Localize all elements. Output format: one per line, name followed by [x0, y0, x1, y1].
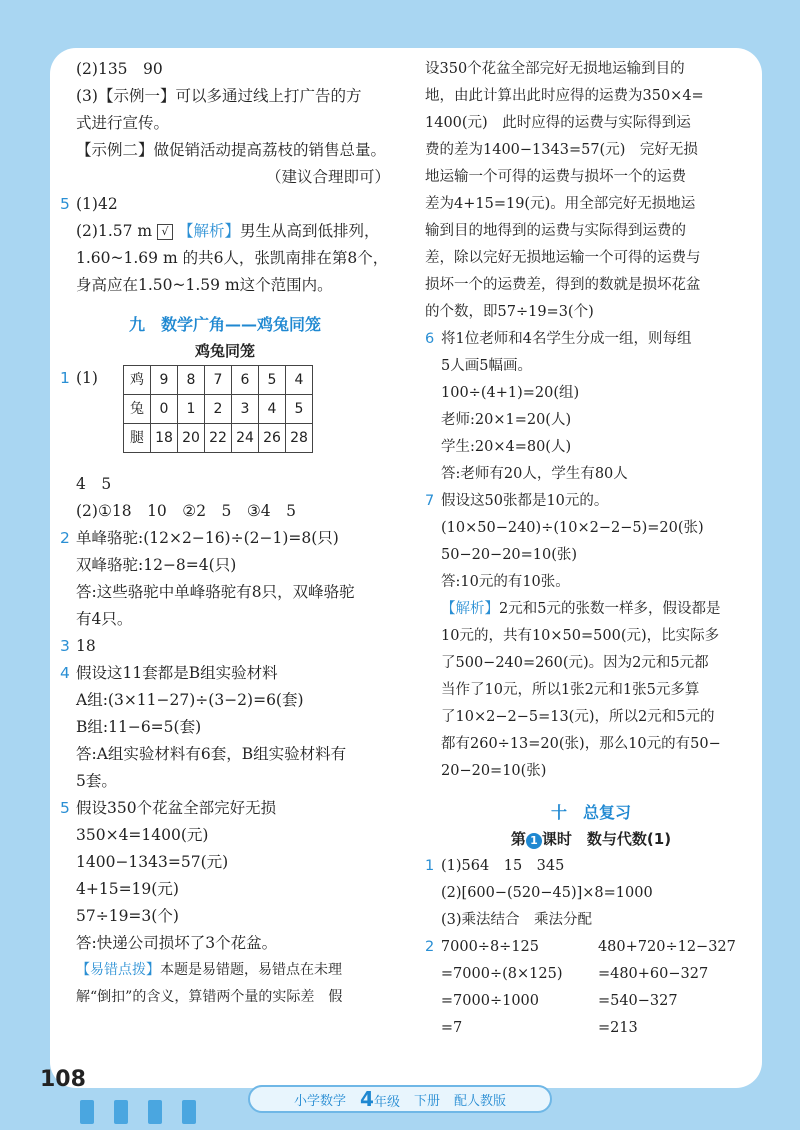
answer-line: 10元的，共有10×50=500(元)，比实际多	[441, 628, 720, 644]
answer-line: (2)135 90	[76, 60, 163, 78]
question-number: 6	[425, 331, 435, 347]
answer-line: 57÷19=3(个)	[76, 907, 179, 925]
calc-step: 480+720÷12−327	[597, 939, 736, 955]
table-cell: 28	[286, 424, 313, 453]
note-line: （建议合理即可）	[265, 168, 390, 186]
answer-line	[60, 83, 390, 110]
chapter-title: 九 数学广角——鸡兔同笼	[128, 315, 321, 334]
question-1	[60, 365, 390, 461]
table-cell: 4	[286, 366, 313, 395]
answer-text: 假设这11套都是B组实验材料	[76, 664, 278, 682]
answer-line: (2)①18 10 ②2 5 ③4 5	[76, 502, 297, 520]
analysis-tag: 【解析】	[177, 222, 240, 240]
answer-line: 差为4+15=19(元)。用全部完好无损地运	[425, 196, 696, 212]
answer-line: 解“倒扣”的含义，算错两个量的实际差 假	[76, 989, 343, 1005]
lesson-prefix: 第	[510, 830, 526, 848]
table-cell: 6	[232, 366, 259, 395]
grade-number: 4	[360, 1087, 374, 1111]
error-tip-tag: 【易错点拨】	[76, 962, 160, 978]
table-cell: 0	[151, 395, 178, 424]
answer-line: 100÷(4+1)=20(组)	[441, 385, 580, 401]
question-number: 1	[425, 858, 435, 874]
table-cell: 24	[232, 424, 259, 453]
table-row	[124, 366, 313, 395]
question-number: 5	[60, 799, 70, 817]
question-5b	[60, 795, 390, 822]
answer-line: 双峰骆驼:12−8=4(只)	[76, 556, 237, 574]
check-box: √	[157, 224, 173, 240]
answer-text: 本题是易错题，易错点在未理	[160, 962, 342, 978]
lesson-title	[425, 826, 757, 853]
table-cell: 7	[205, 366, 232, 395]
answer-line: (3)乘法结合 乘法分配	[441, 912, 593, 928]
answer-line: 答:老师有20人，学生有80人	[441, 466, 628, 482]
table-cell: 5	[286, 395, 313, 424]
answer-line: 都有260÷13=20(张)，那么10元的有50−	[441, 736, 721, 752]
chapter-title: 十 总复习	[550, 803, 631, 822]
answer-line: 答:这些骆驼中单峰骆驼有8只，双峰骆驼	[76, 583, 355, 601]
answer-text: 可以多通过线上打广告的方	[175, 87, 362, 105]
question-2	[60, 525, 390, 552]
answer-line: A组:(3×11−27)÷(3−2)=6(套)	[76, 691, 304, 709]
calc-step: =480+60−327	[597, 966, 709, 982]
table-cell: 20	[178, 424, 205, 453]
answer-line: 地，由此计算出此时应得的运费为350×4=	[425, 88, 704, 104]
answer-line: B组:11−6=5(套)	[76, 718, 202, 736]
table-cell: 9	[151, 366, 178, 395]
answer-text: 单峰骆驼:(12×2−16)÷(2−1)=8(只)	[76, 529, 339, 547]
calc-step: =7	[440, 1020, 463, 1036]
decor-stripes	[80, 1100, 216, 1128]
table-row	[124, 424, 313, 453]
answer-line: 50−20−20=10(张)	[441, 547, 578, 563]
calc-step: =7000÷1000	[440, 993, 540, 1009]
answer-text: 假设350个花盆全部完好无损	[76, 799, 277, 817]
footer-grade	[360, 1087, 400, 1111]
answer-line: 答:10元的有10张。	[441, 574, 570, 590]
calc-row	[425, 961, 757, 988]
footer-volume: 下册	[413, 1093, 440, 1109]
answer-line: 了10×2−2−5=13(元)，所以2元和5元的	[441, 709, 715, 725]
answer-line: 地运输一个可得的运费与损坏一个的运费	[425, 169, 686, 185]
sub-label: (1)	[76, 369, 98, 387]
answer-text: (1)42	[76, 195, 118, 213]
answer-line: 老师:20×1=20(人)	[441, 412, 572, 428]
answer-text: (2)1.57 m	[76, 222, 153, 240]
answer-line: 身高应在1.50~1.59 m这个范围内。	[76, 276, 333, 294]
answer-line	[60, 218, 390, 245]
question-3	[60, 633, 390, 660]
question-number: 5	[60, 195, 70, 213]
row-header-cell: 鸡	[124, 366, 151, 395]
footer-banner	[248, 1085, 552, 1113]
answer-line: 1.60~1.69 m 的共6人，张凯南排在第8个，	[76, 249, 389, 267]
table-cell: 1	[178, 395, 205, 424]
question-6	[425, 326, 757, 353]
table-cell: 2	[205, 395, 232, 424]
question-number: 3	[60, 637, 70, 655]
question-number: 7	[425, 493, 435, 509]
answer-line: 1400−1343=57(元)	[76, 853, 229, 871]
calc-step: =7000÷(8×125)	[440, 966, 563, 982]
example-tag: (3)【示例一】	[76, 87, 176, 105]
table-cell: 18	[151, 424, 178, 453]
answer-line: 5套。	[76, 772, 117, 790]
page-number: 108	[40, 1067, 86, 1092]
table-cell: 8	[178, 366, 205, 395]
answer-text: 2元和5元的张数一样多，假设都是	[499, 601, 721, 617]
question-5	[60, 191, 390, 218]
review-question-1	[425, 853, 757, 880]
answer-line: 350×4=1400(元)	[76, 826, 209, 844]
grade-suffix: 年级	[373, 1095, 400, 1110]
chicken-rabbit-table	[123, 365, 313, 453]
question-7	[425, 488, 757, 515]
question-number: 2	[60, 529, 70, 547]
calc-step: =540−327	[597, 993, 678, 1009]
answer-line: 5人画5幅画。	[441, 358, 532, 374]
answer-line: 有4只。	[76, 610, 133, 628]
table-cell: 5	[259, 366, 286, 395]
answer-line: 1400(元) 此时应得的运费与实际得到运	[425, 115, 691, 131]
question-number: 4	[60, 664, 70, 682]
answer-line: 答:快递公司损坏了3个花盆。	[76, 934, 278, 952]
review-question-2	[425, 934, 757, 1042]
answer-line: 费的差为1400−1343=57(元) 完好无损	[425, 142, 698, 158]
answer-text: 假设这50张都是10元的。	[441, 493, 609, 509]
answer-line: 式进行宣传。	[76, 114, 170, 132]
question-number: 2	[425, 939, 435, 955]
footer-edition: 配人教版	[453, 1093, 506, 1109]
answer-line: 答:A组实验材料有6套，B组实验材料有	[76, 745, 347, 763]
answer-line	[425, 596, 757, 623]
question-number: 1	[60, 369, 70, 387]
row-header-cell: 腿	[124, 424, 151, 453]
answer-line: 损坏一个的运费差，得到的数就是损坏花盆	[425, 277, 701, 293]
calc-step: =213	[597, 1020, 638, 1036]
row-header-cell: 兔	[124, 395, 151, 424]
left-column	[60, 56, 390, 1011]
question-4	[60, 660, 390, 687]
answer-line: 当作了10元，所以1张2元和1张5元多算	[441, 682, 700, 698]
calc-row	[425, 1015, 757, 1042]
table-cell: 4	[259, 395, 286, 424]
table-cell: 3	[232, 395, 259, 424]
footer-subject: 小学数学	[294, 1093, 347, 1109]
answer-line: 的个数，即57÷19=3(个)	[425, 304, 594, 320]
answer-line: (10×50−240)÷(10×2−2−5)=20(张)	[441, 520, 704, 536]
answer-text: 18	[76, 637, 96, 655]
answer-text: 将1位老师和4名学生分成一组，则每组	[441, 331, 692, 347]
answer-text: 男生从高到低排列，	[239, 222, 380, 240]
answer-line: 差，除以完好无损地运输一个可得的运费与	[425, 250, 701, 266]
answer-line: 输到目的地得到的运费与实际得到运费的	[425, 223, 686, 239]
calc-row	[425, 934, 757, 961]
subchapter-title: 鸡兔同笼	[194, 342, 255, 360]
analysis-tag: 【解析】	[441, 601, 499, 617]
answer-text: (1)564 15 345	[441, 858, 565, 874]
answer-line: 学生:20×4=80(人)	[441, 439, 572, 455]
answer-line: 了500−240=260(元)。因为2元和5元都	[441, 655, 709, 671]
answer-line: 4 5	[76, 475, 112, 493]
answer-line: 【示例二】做促销活动提高荔枝的销售总量。	[76, 141, 387, 159]
calc-row	[425, 988, 757, 1015]
lesson-suffix: 课时 数与代数(1)	[541, 830, 672, 848]
table-row	[124, 395, 313, 424]
table-cell: 26	[259, 424, 286, 453]
answer-line: 4+15=19(元)	[76, 880, 179, 898]
answer-line: 设350个花盆全部完好无损地运输到目的	[425, 61, 685, 77]
calc-step: 7000÷8÷125	[440, 939, 540, 955]
answer-line: (2)[600−(520−45)]×8=1000	[441, 885, 653, 901]
right-column	[425, 56, 757, 1042]
answer-line	[60, 957, 390, 984]
table-cell: 22	[205, 424, 232, 453]
lesson-number-badge: 1	[526, 833, 542, 849]
answer-line: 20−20=10(张)	[441, 763, 547, 779]
